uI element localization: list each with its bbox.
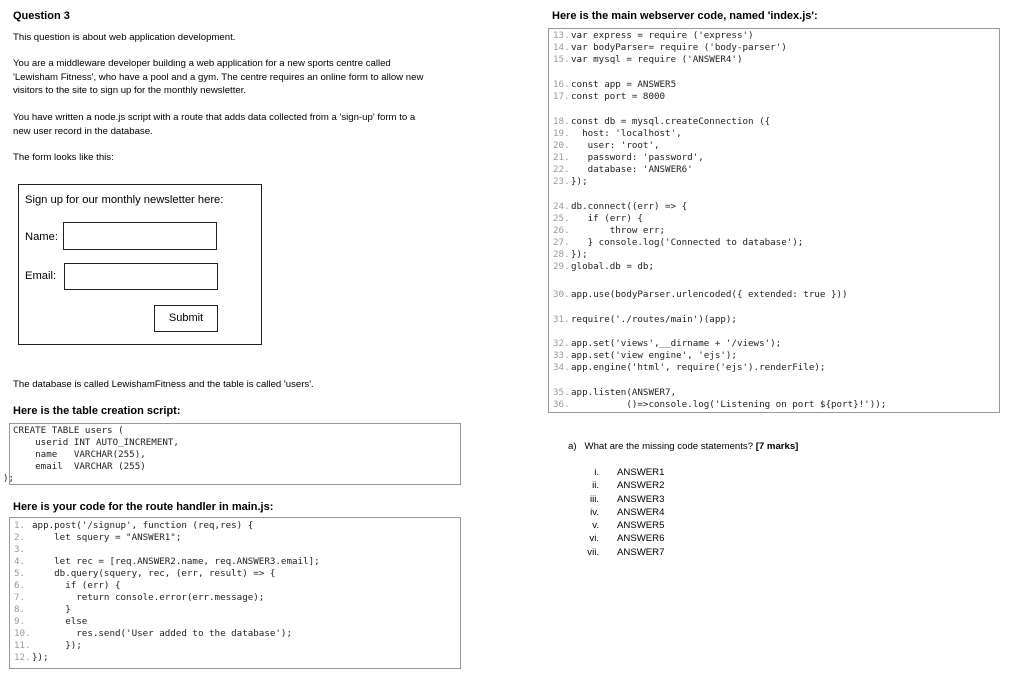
code-text: } console.log('Connected to database'); <box>571 237 804 248</box>
code-text: app.post('/signup', function (req,res) { <box>32 520 254 531</box>
table-script-heading: Here is the table creation script: <box>13 405 181 417</box>
route-text-line: You have written a node.js script with a route that adds data collected from a 'sign-up' form to a <box>13 112 416 123</box>
line-number: 3. <box>14 544 26 555</box>
code-line <box>14 616 87 628</box>
code-line <box>14 640 82 652</box>
answer-label: ANSWER4 <box>617 506 665 518</box>
code-text: }); <box>571 176 588 187</box>
code-line <box>14 652 49 664</box>
line-number: 4. <box>14 556 26 567</box>
line-number: 27. <box>553 237 570 248</box>
code-line: email VARCHAR (255) <box>13 461 146 472</box>
question-a <box>568 440 798 454</box>
route-handler-heading: Here is your code for the route handler in main.js: <box>13 501 274 513</box>
code-text: var bodyParser= require ('body-parser') <box>571 42 787 53</box>
line-number: 24. <box>553 201 570 212</box>
answer-label: ANSWER1 <box>617 467 665 478</box>
route-handler-code <box>9 517 461 669</box>
code-text: app.engine('html', require('ejs').renderFile); <box>571 362 826 373</box>
line-number: 20. <box>553 140 570 151</box>
code-text: res.send('User added to the database'); <box>32 628 292 639</box>
question-a-marks: [7 marks] <box>755 441 799 452</box>
code-line <box>553 164 693 176</box>
email-input[interactable] <box>64 263 218 290</box>
code-line <box>553 249 588 261</box>
answer-number: iv. <box>590 506 599 518</box>
code-text: }); <box>32 640 82 651</box>
code-line <box>553 399 886 411</box>
code-text: if (err) { <box>571 213 643 224</box>
code-line <box>553 30 754 42</box>
line-number: 11. <box>14 640 31 651</box>
email-label: Email: <box>25 270 57 282</box>
line-number: 5. <box>14 568 26 579</box>
server-code-heading: Here is the main webserver code, named 'index.js': <box>552 10 818 22</box>
line-number: 29. <box>553 261 570 272</box>
line-number: 19. <box>553 128 570 139</box>
question-a-prefix: a) <box>568 441 577 452</box>
answer-label: ANSWER2 <box>617 480 665 492</box>
code-line <box>553 362 825 374</box>
code-line <box>553 261 654 273</box>
answer-number: v. <box>592 520 599 532</box>
code-text: const app = ANSWER5 <box>571 79 677 90</box>
newsletter-form <box>18 184 262 345</box>
answer-number: iii. <box>589 493 599 505</box>
code-line <box>14 592 264 604</box>
code-line <box>14 580 121 592</box>
code-text: db.query(squery, rec, (err, result) => { <box>32 568 276 579</box>
line-number: 13. <box>553 30 570 41</box>
code-text: db.connect((err) => { <box>571 201 688 212</box>
code-line <box>553 116 770 128</box>
line-number: 8. <box>14 604 26 615</box>
code-line <box>553 79 676 91</box>
answer-item <box>568 479 768 492</box>
line-number: 6. <box>14 580 26 591</box>
line-number: 10. <box>14 628 31 639</box>
code-line <box>553 387 676 399</box>
code-text: const db = mysql.createConnection ({ <box>571 116 771 127</box>
table-creation-script <box>3 423 461 485</box>
line-number: 9. <box>14 616 26 627</box>
code-line <box>553 338 781 350</box>
code-line <box>14 604 71 616</box>
code-line <box>553 213 643 225</box>
code-line <box>14 544 32 556</box>
code-line <box>553 128 682 140</box>
line-number: 21. <box>553 152 570 163</box>
code-text: const port = 8000 <box>571 91 666 102</box>
line-number: 22. <box>553 164 570 175</box>
code-line <box>553 237 803 249</box>
scenario-paragraph <box>13 57 483 98</box>
line-number: 36. <box>553 399 570 410</box>
question-a-text: What are the missing code statements? <box>584 441 754 452</box>
code-text: } <box>32 604 71 615</box>
code-text: app.use(bodyParser.urlencoded({ extended: true })) <box>571 289 848 300</box>
answer-label: ANSWER5 <box>617 520 665 532</box>
code-line <box>553 314 737 326</box>
answer-label: ANSWER7 <box>617 546 665 558</box>
submit-button[interactable]: Submit <box>154 305 218 332</box>
code-line: ); <box>3 473 15 484</box>
scenario-line: 'Lewisham Fitness', who have a pool and a gym. The centre requires an online form to allow new <box>13 71 424 83</box>
code-line: CREATE TABLE users ( <box>13 425 124 436</box>
scenario-line: You are a middleware developer building a web application for a new sports centre called <box>13 58 391 69</box>
answer-label: ANSWER3 <box>617 493 665 505</box>
code-line <box>553 201 687 213</box>
code-line <box>553 225 665 237</box>
answer-list <box>568 466 768 559</box>
code-text: app.set('views',__dirname + '/views'); <box>571 338 782 349</box>
code-line <box>553 350 737 362</box>
code-line <box>553 140 660 152</box>
line-number: 28. <box>553 249 570 260</box>
line-number: 15. <box>553 54 570 65</box>
line-number: 14. <box>553 42 570 53</box>
answer-label: ANSWER6 <box>617 533 665 545</box>
scenario-line: visitors to the site to sign up for the monthly newsletter. <box>13 85 247 96</box>
answer-number: i. <box>594 467 599 478</box>
code-text: ()=>console.log('Listening on port ${port}!')); <box>571 399 887 410</box>
code-text: else <box>32 616 88 627</box>
answer-item <box>568 546 768 559</box>
code-text: throw err; <box>571 225 666 236</box>
line-number: 30. <box>553 289 570 300</box>
code-text: var mysql = require ('ANSWER4') <box>571 54 743 65</box>
line-number: 2. <box>14 532 26 543</box>
line-number: 7. <box>14 592 26 603</box>
line-number: 35. <box>553 387 570 398</box>
line-number: 23. <box>553 176 570 187</box>
route-text-line: new user record in the database. <box>13 125 153 137</box>
server-code <box>548 28 1000 413</box>
answer-item <box>568 466 768 479</box>
code-line: name VARCHAR(255), <box>13 449 146 460</box>
code-line <box>553 54 742 66</box>
answer-number: vi. <box>589 533 599 545</box>
code-text: return console.error(err.message); <box>32 592 265 603</box>
form-intro-text: The form looks like this: <box>13 152 114 163</box>
line-number: 34. <box>553 362 570 373</box>
line-number: 17. <box>553 91 570 102</box>
code-line <box>14 628 292 640</box>
code-text: database: 'ANSWER6' <box>571 164 693 175</box>
code-line <box>553 176 588 188</box>
code-line <box>553 42 787 54</box>
code-text: user: 'root', <box>571 140 660 151</box>
form-heading: Sign up for our monthly newsletter here: <box>25 194 224 206</box>
line-number: 32. <box>553 338 570 349</box>
question-title: Question 3 <box>13 10 70 22</box>
answer-number: vii. <box>587 546 599 558</box>
line-number: 33. <box>553 350 570 361</box>
code-text: }); <box>32 652 49 663</box>
route-paragraph <box>13 111 483 138</box>
name-label: Name: <box>25 231 58 243</box>
code-text: app.set('view engine', 'ejs'); <box>571 350 737 361</box>
code-text: if (err) { <box>32 580 121 591</box>
code-text: let rec = [req.ANSWER2.name, req.ANSWER3.email]; <box>32 556 320 567</box>
line-number: 26. <box>553 225 570 236</box>
line-number: 31. <box>553 314 570 325</box>
line-number: 1. <box>14 520 26 531</box>
code-line <box>14 556 320 568</box>
answer-item <box>568 506 768 519</box>
code-text: require('./routes/main')(app); <box>571 314 737 325</box>
code-line <box>14 520 253 532</box>
line-number: 12. <box>14 652 31 663</box>
code-text: host: 'localhost', <box>571 128 682 139</box>
line-number: 18. <box>553 116 570 127</box>
code-text: }); <box>571 249 588 260</box>
code-line <box>14 568 275 580</box>
code-line <box>553 91 665 103</box>
answer-number: ii. <box>592 480 599 492</box>
intro-text: This question is about web application development. <box>13 32 236 43</box>
code-text: let squery = "ANSWER1"; <box>32 532 182 543</box>
code-text: password: 'password', <box>571 152 704 163</box>
answer-item <box>568 493 768 506</box>
code-text: global.db = db; <box>571 261 654 272</box>
answer-item <box>568 519 768 532</box>
code-line: userid INT AUTO_INCREMENT, <box>13 437 179 448</box>
code-text: app.listen(ANSWER7, <box>571 387 677 398</box>
code-line <box>14 532 181 544</box>
answer-item <box>568 532 768 545</box>
line-number: 25. <box>553 213 570 224</box>
code-line <box>553 289 848 301</box>
code-text: var express = require ('express') <box>571 30 754 41</box>
name-input[interactable] <box>63 222 217 250</box>
database-text: The database is called LewishamFitness and the table is called 'users'. <box>13 379 314 390</box>
line-number: 16. <box>553 79 570 90</box>
code-line <box>553 152 704 164</box>
